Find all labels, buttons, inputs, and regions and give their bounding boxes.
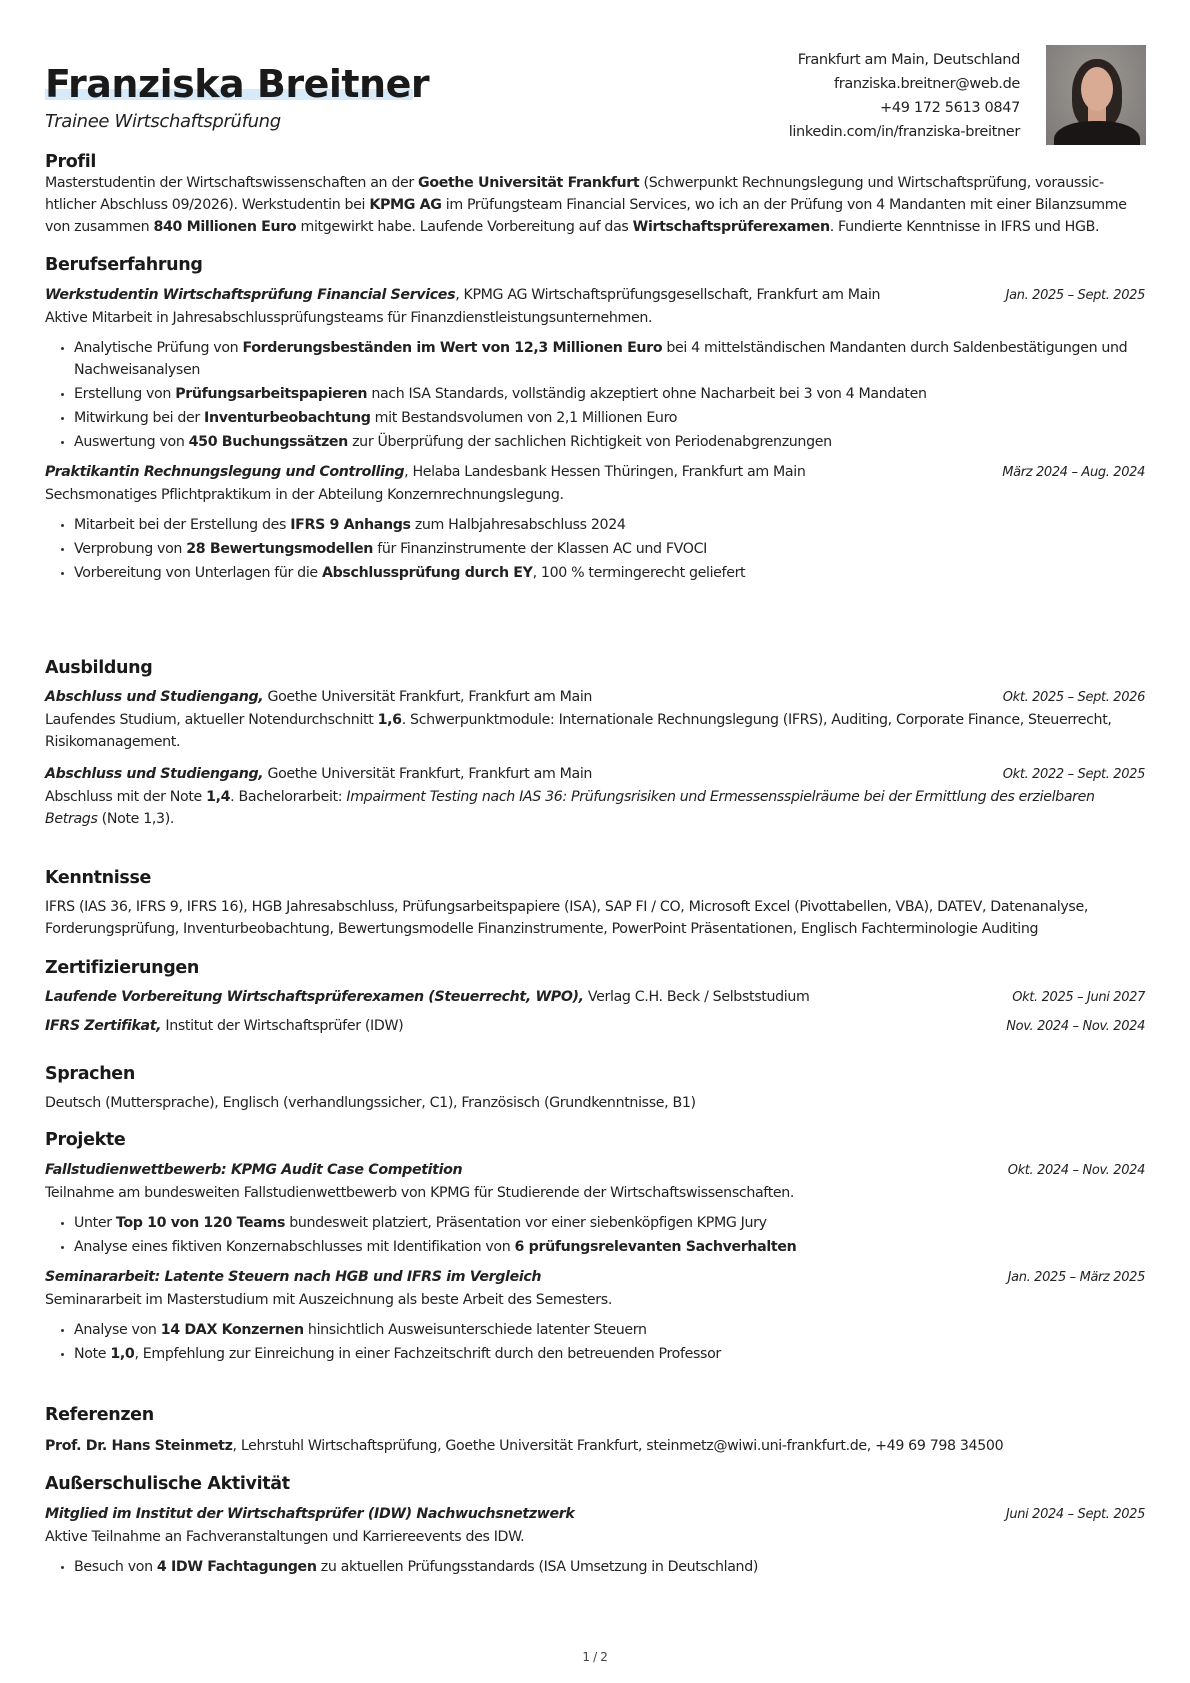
section-title-certifications: Zertifizierungen: [45, 956, 199, 980]
education-description: Abschluss mit der Note 1,4. Bachelorarbeit: Impairment Testing nach IAS 36: Prüfungsrisiken und Ermessensspielräume bei der Ermittlung des erzielbaren Betrags (Note 1,3).: [45, 789, 1095, 827]
bullet-item: Vorbereitung von Unterlagen für die Abschlussprüfung durch EY, 100 % termingerecht geliefert: [59, 562, 1145, 584]
certification-entry: [45, 986, 1145, 1009]
section-projects: [45, 1128, 1145, 1367]
section-title-education: Ausbildung: [45, 656, 152, 680]
section-profil: [45, 150, 1145, 238]
activity-bullets: [59, 1556, 1145, 1578]
project-description: Seminararbeit im Masterstudium mit Auszeichnung als beste Arbeit des Semesters.: [45, 1292, 612, 1308]
contact-linkedin[interactable]: linkedin.com/in/franziska-breitner: [788, 124, 1020, 140]
bullet-item: Mitarbeit bei der Erstellung des IFRS 9 Anhangs zum Halbjahresabschluss 2024: [59, 514, 1145, 536]
page-number: 1 / 2: [582, 1650, 608, 1664]
section-title-references: Referenzen: [45, 1403, 154, 1427]
job-date: März 2024 – Aug. 2024: [1002, 465, 1145, 480]
project-description: Teilnahme am bundesweiten Fallstudienwettbewerb von KPMG für Studierende der Wirtschaftswissenschaften.: [45, 1185, 795, 1201]
contact-phone[interactable]: +49 172 5613 0847: [880, 100, 1020, 116]
experience-entry: [45, 461, 1145, 584]
resume-header: [45, 0, 1145, 160]
job-description: Sechsmonatiges Pflichtpraktikum in der Abteilung Konzernrechnungslegung.: [45, 487, 564, 503]
bullet-item: Note 1,0, Empfehlung zur Einreichung in einer Fachzeitschrift durch den betreuenden Professor: [59, 1343, 1145, 1365]
job-bullets: [59, 514, 1145, 584]
activity-entry: [45, 1503, 1145, 1578]
project-date: Jan. 2025 – März 2025: [1007, 1270, 1145, 1285]
job-role: Werkstudentin Wirtschaftsprüfung Financial Services: [45, 287, 456, 303]
education-description: Laufendes Studium, aktueller Notendurchschnitt 1,6. Schwerpunktmodule: Internationale Rechnungslegung (IFRS), Auditing, Corporate Finance, Steuerrecht, Risikomanagement.: [45, 712, 1112, 750]
contact-block: [789, 48, 1020, 144]
section-title-profil: Profil: [45, 150, 96, 174]
institution: Goethe Universität Frankfurt, Frankfurt am Main: [263, 689, 593, 705]
activity-description: Aktive Teilnahme an Fachveranstaltungen und Karriereevents des IDW.: [45, 1529, 525, 1545]
certification-name: IFRS Zertifikat,: [45, 1018, 162, 1034]
contact-email[interactable]: franziska.breitner@web.de: [834, 76, 1020, 92]
bullet-item: Besuch von 4 IDW Fachtagungen zu aktuellen Prüfungsstandards (ISA Umsetzung in Deutschland): [59, 1556, 1145, 1578]
degree-name: Abschluss und Studiengang,: [45, 766, 264, 782]
section-certifications: [45, 956, 1145, 1038]
bullet-item: Unter Top 10 von 120 Teams bundesweit platziert, Präsentation vor einer siebenköpfigen KPMG Jury: [59, 1212, 1145, 1234]
contact-location: Frankfurt am Main, Deutschland: [797, 52, 1020, 68]
candidate-title: Trainee Wirtschaftsprüfung: [45, 111, 281, 132]
degree-name: Abschluss und Studiengang,: [45, 689, 264, 705]
project-bullets: [59, 1212, 1145, 1258]
bullet-item: Analytische Prüfung von Forderungsbeständen im Wert von 12,3 Millionen Euro bei 4 mittelständischen Mandanten durch Saldenbestätigungen und Nachweisanalysen: [59, 337, 1145, 381]
project-bullets: [59, 1319, 1145, 1365]
education-entry: [45, 763, 1145, 830]
bullet-item: Analyse von 14 DAX Konzernen hinsichtlich Ausweisunterschiede latenter Steuern: [59, 1319, 1145, 1341]
section-title-experience: Berufserfahrung: [45, 253, 203, 277]
section-title-projects: Projekte: [45, 1128, 125, 1152]
certification-issuer: Institut der Wirtschaftsprüfer (IDW): [161, 1018, 404, 1034]
job-org: , KPMG AG Wirtschaftsprüfungsgesellschaft, Frankfurt am Main: [455, 287, 881, 303]
skills-text: IFRS (IAS 36, IFRS 9, IFRS 16), HGB Jahresabschluss, Prüfungsarbeitspapiere (ISA), SAP FI / CO, Microsoft Excel (Pivottabellen, VBA), DATEV, Datenanalyse, Forderungsprüfung, Inventurbeobachtung, Bewertungsmodelle Finanzinstrumente, PowerPoint Präsentationen, Englisch Fachterminologie Auditing: [45, 899, 1089, 937]
bullet-item: Verprobung von 28 Bewertungsmodellen für Finanzinstrumente der Klassen AC und FVOCI: [59, 538, 1145, 560]
section-title-activities: Außerschulische Aktivität: [45, 1472, 290, 1496]
languages-text: Deutsch (Muttersprache), Englisch (verhandlungssicher, C1), Französisch (Grundkenntnisse, B1): [45, 1095, 696, 1111]
job-bullets: [59, 337, 1145, 453]
institution: Goethe Universität Frankfurt, Frankfurt am Main: [263, 766, 593, 782]
profile-photo: [1046, 45, 1146, 145]
reference-name: Prof. Dr. Hans Steinmetz: [45, 1438, 233, 1454]
section-languages: [45, 1062, 1145, 1114]
section-title-languages: Sprachen: [45, 1062, 135, 1086]
section-skills: [45, 866, 1145, 940]
education-date: Okt. 2022 – Sept. 2025: [1002, 767, 1145, 782]
project-entry: [45, 1266, 1145, 1365]
section-activities: [45, 1472, 1145, 1580]
section-experience: [45, 253, 1145, 586]
candidate-name: Franziska Breitner: [45, 62, 430, 106]
bullet-item: Erstellung von Prüfungsarbeitspapieren nach ISA Standards, vollständig akzeptiert ohne Nacharbeit bei 3 von 4 Mandaten: [59, 383, 1145, 405]
job-description: Aktive Mitarbeit in Jahresabschlussprüfungsteams für Finanzdienstleistungsunternehmen.: [45, 310, 653, 326]
job-org: , Helaba Landesbank Hessen Thüringen, Frankfurt am Main: [404, 464, 806, 480]
project-entry: [45, 1159, 1145, 1258]
activity-name: Mitglied im Institut der Wirtschaftsprüfer (IDW) Nachwuchsnetzwerk: [45, 1506, 575, 1522]
bullet-item: Analyse eines fiktiven Konzernabschlusses mit Identifikation von 6 prüfungsrelevanten Sachverhalten: [59, 1236, 1145, 1258]
job-role: Praktikantin Rechnungslegung und Controlling: [45, 464, 405, 480]
profil-text: Masterstudentin der Wirtschaftswissenschaften an der Goethe Universität Frankfurt (Schwerpunkt Rechnungslegung und Wirtschaftsprüfung, voraussichtlicher Abschluss 09/2026). Werkstudentin bei KPMG AG im Prüfungsteam Financial Services, wo ich an der Prüfung von 4 Mandanten mit einer Bilanzsumme von zusammen 840 Millionen Euro mitgewirkt habe. Laufende Vorbereitung auf das Wirtschaftsprüferexamen. Fundierte Kenntnisse in IFRS und HGB.: [45, 175, 1127, 235]
section-education: [45, 656, 1145, 830]
certification-date: Okt. 2025 – Juni 2027: [1012, 990, 1145, 1005]
certification-issuer: Verlag C.H. Beck / Selbststudium: [583, 989, 810, 1005]
project-name: Fallstudienwettbewerb: KPMG Audit Case Competition: [45, 1162, 463, 1178]
activity-date: Juni 2024 – Sept. 2025: [1005, 1507, 1145, 1522]
experience-entry: [45, 284, 1145, 453]
job-date: Jan. 2025 – Sept. 2025: [1005, 288, 1145, 303]
resume-page: [45, 0, 1145, 1575]
certification-name: Laufende Vorbereitung Wirtschaftsprüferexamen (Steuerrecht, WPO),: [45, 989, 584, 1005]
education-entry: [45, 686, 1145, 753]
certification-entry: [45, 1015, 1145, 1038]
bullet-item: Mitwirkung bei der Inventurbeobachtung mit Bestandsvolumen von 2,1 Millionen Euro: [59, 407, 1145, 429]
reference-details: , Lehrstuhl Wirtschaftsprüfung, Goethe Universität Frankfurt, steinmetz@wiwi.uni-frankfurt.de, +49 69 798 34500: [232, 1438, 1004, 1454]
section-references: [45, 1403, 1145, 1457]
certification-date: Nov. 2024 – Nov. 2024: [1006, 1019, 1145, 1034]
bullet-item: Auswertung von 450 Buchungssätzen zur Überprüfung der sachlichen Richtigkeit von Periodenabgrenzungen: [59, 431, 1145, 453]
project-name: Seminararbeit: Latente Steuern nach HGB und IFRS im Vergleich: [45, 1269, 542, 1285]
reference-entry: [45, 1435, 1145, 1457]
section-title-skills: Kenntnisse: [45, 866, 151, 890]
education-date: Okt. 2025 – Sept. 2026: [1002, 690, 1145, 705]
project-date: Okt. 2024 – Nov. 2024: [1007, 1163, 1145, 1178]
